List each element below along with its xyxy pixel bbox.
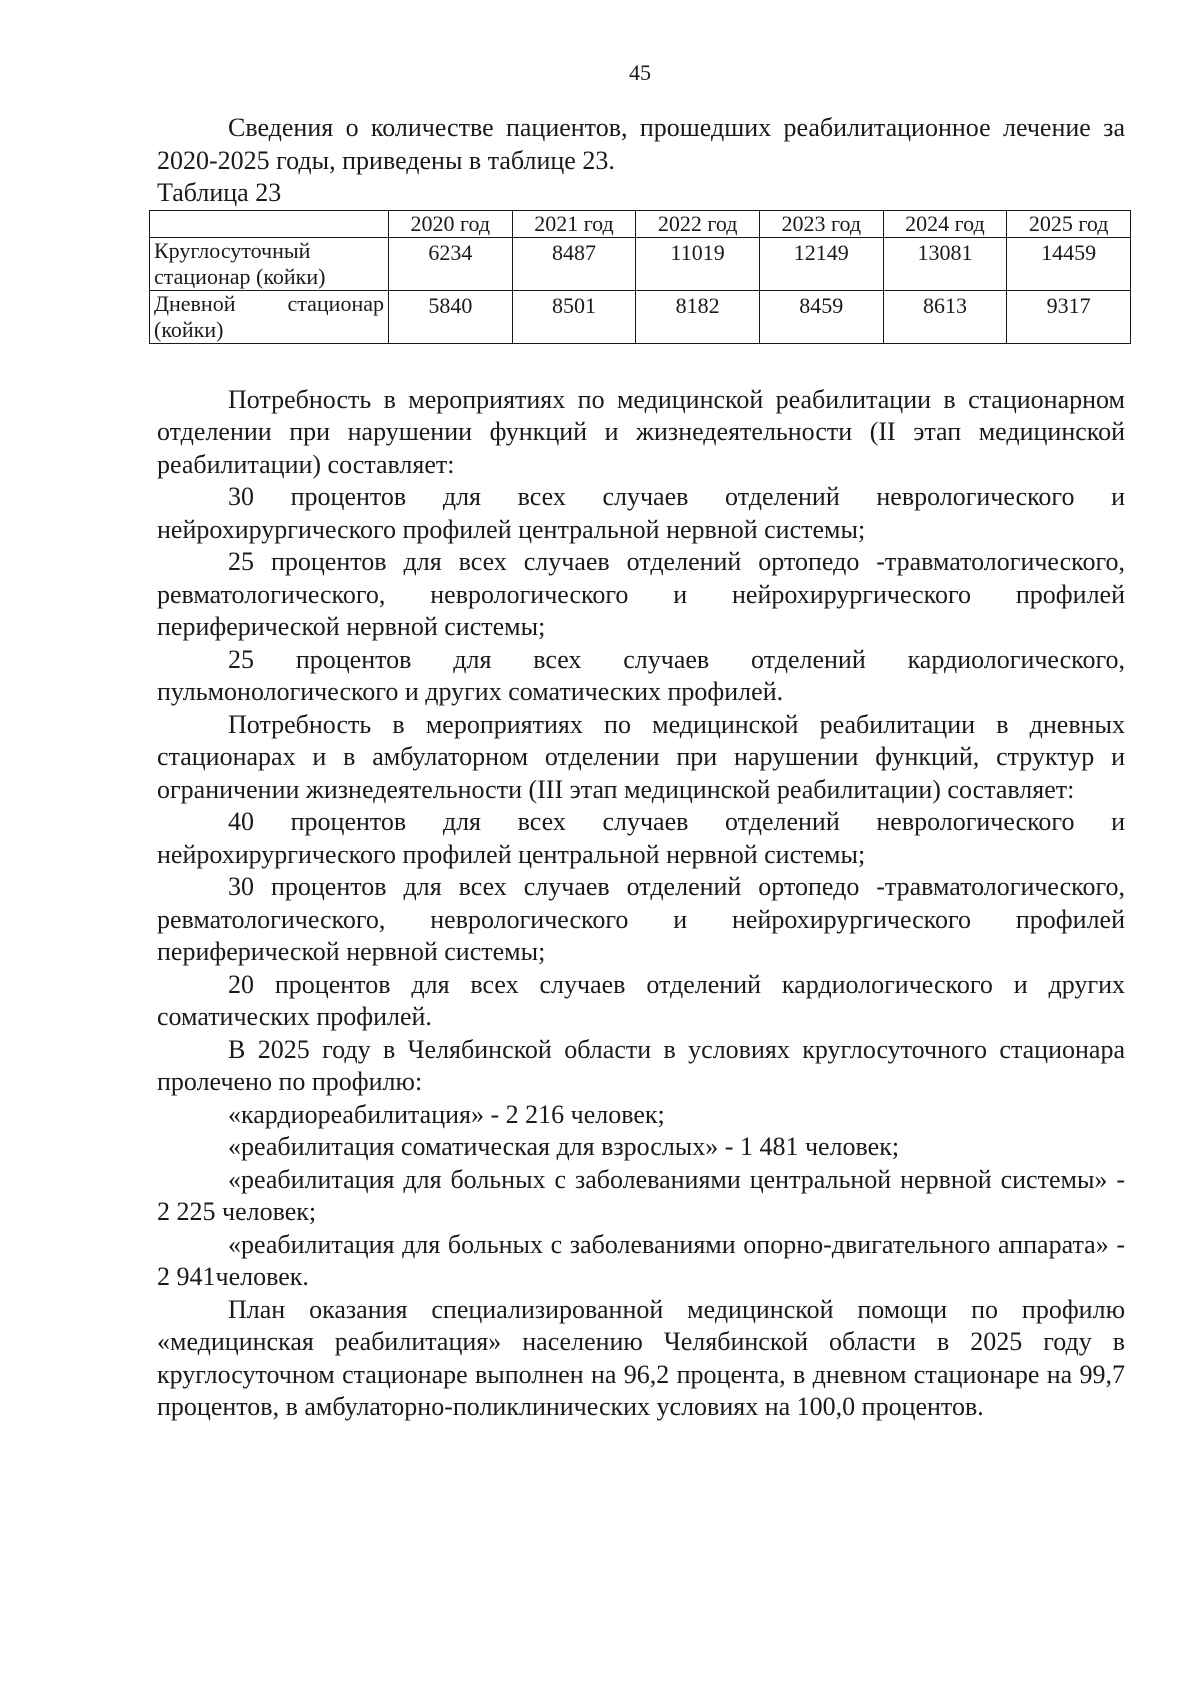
table-cell: 8182 (636, 290, 760, 343)
table-header-cell (150, 210, 389, 237)
table-cell: 9317 (1007, 290, 1131, 343)
body-paragraph: 30 процентов для всех случаев отделений ортопедо -травматологического, ревматологического, неврологического и нейрохирургического профилей периферической нервной системы; (157, 872, 1125, 966)
row-label-line: (койки) (154, 316, 224, 342)
body-paragraph: «реабилитация соматическая для взрослых» - 1 481 человек; (228, 1132, 900, 1161)
body-paragraph: В 2025 году в Челябинской области в условиях круглосуточного стационара пролечено по профилю: (157, 1034, 1125, 1096)
table-cell: 12149 (759, 237, 883, 290)
table-row (150, 290, 1131, 343)
table-header-cell: 2022 год (636, 210, 760, 237)
table-cell: 8501 (512, 290, 636, 343)
table-header-row (150, 210, 1131, 237)
table-row (150, 237, 1131, 290)
row-label (150, 290, 389, 343)
table-cell: 8613 (883, 290, 1007, 343)
table-cell: 6234 (389, 237, 513, 290)
table-cell: 14459 (1007, 237, 1131, 290)
body-paragraph: «реабилитация для больных с заболеваниями центральной нервной системы» - 2 225 человек; (157, 1164, 1125, 1226)
body-paragraph: План оказания специализированной медицинской помощи по профилю «медицинская реабилитация» населению Челябинской области в 2025 году в круглосуточном стационаре выполнен на 96,2 процента, в дневном стационаре на 99,7 процентов, в амбулаторно-поликлинических условиях на 100,0 процентов. (157, 1294, 1125, 1421)
table-cell: 13081 (883, 237, 1007, 290)
body-paragraph: 30 процентов для всех случаев отделений неврологического и нейрохирургического профилей центральной нервной системы; (157, 482, 1125, 544)
table-header-cell: 2020 год (389, 210, 513, 237)
body-paragraph: Потребность в мероприятиях по медицинской реабилитации в дневных стационарах и в амбулаторном отделении при нарушении функций, структур и ограничении жизнедеятельности (III этап медицинской реабилитации) составляет: (157, 709, 1125, 804)
patients-table (149, 210, 1131, 344)
page-content (154, 112, 1125, 1424)
table-caption: Таблица 23 (157, 178, 282, 207)
table-header-cell: 2025 год (1007, 210, 1131, 237)
body-paragraph: 40 процентов для всех случаев отделений неврологического и нейрохирургического профилей центральной нервной системы; (157, 807, 1125, 869)
page-number: 45 (629, 60, 651, 85)
body-paragraph: Потребность в мероприятиях по медицинской реабилитации в стационарном отделении при нарушении функций и жизнедеятельности (II этап медицинской реабилитации) составляет: (157, 384, 1125, 479)
row-label-line: Дневной стационар (154, 290, 384, 316)
body-paragraph: 20 процентов для всех случаев отделений кардиологического и других соматических профилей. (157, 969, 1125, 1031)
row-label (150, 237, 389, 290)
table-cell: 11019 (636, 237, 760, 290)
row-label-line: стационар (койки) (154, 263, 326, 289)
table-cell: 5840 (389, 290, 513, 343)
body-paragraph: «кардиореабилитация» - 2 216 человек; (228, 1099, 665, 1129)
table-header-cell: 2021 год (512, 210, 636, 237)
intro-paragraph: Сведения о количестве пациентов, прошедших реабилитационное лечение за 2020-2025 годы, приведены в таблице 23. (157, 113, 1125, 175)
table-header-cell: 2023 год (759, 210, 883, 237)
body-paragraph: 25 процентов для всех случаев отделений ортопедо -травматологического, ревматологического, неврологического и нейрохирургического профилей периферической нервной системы; (157, 547, 1125, 641)
body-paragraph: 25 процентов для всех случаев отделений кардиологического, пульмонологического и других соматических профилей. (157, 644, 1125, 706)
table-header-cell: 2024 год (883, 210, 1007, 237)
table-cell: 8487 (512, 237, 636, 290)
row-label-line: Круглосуточный (154, 237, 311, 263)
table-cell: 8459 (759, 290, 883, 343)
body-paragraph: «реабилитация для больных с заболеваниями опорно-двигательного аппарата» - 2 941человек. (157, 1229, 1125, 1291)
